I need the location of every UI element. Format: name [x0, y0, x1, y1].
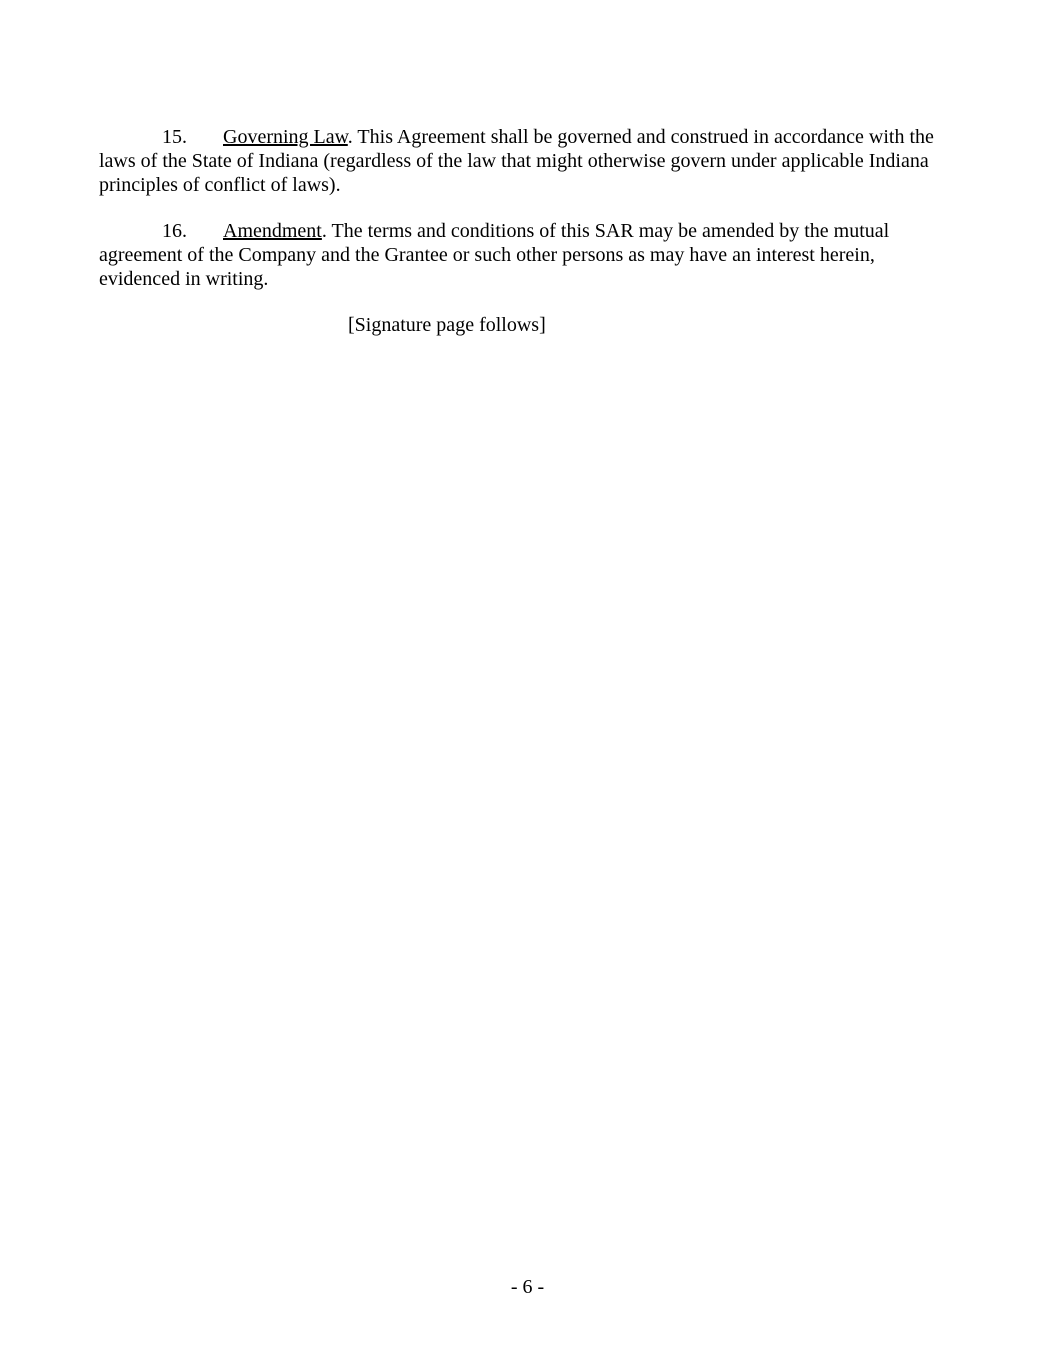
section-heading: Amendment — [223, 220, 322, 242]
section-text: agreement of the Company and the Grantee or such other persons as may have an interest herein, — [99, 244, 875, 266]
section-text: . This Agreement shall be governed and construed in accordance with the — [347, 126, 934, 148]
section-text: principles of conflict of laws). — [99, 174, 341, 196]
section-16-first-line — [99, 219, 979, 243]
section-16-amendment — [99, 219, 979, 291]
section-text: evidenced in writing. — [99, 268, 269, 290]
section-heading: Governing Law — [223, 126, 348, 148]
section-number: 15. — [162, 126, 187, 148]
section-text: . The terms and conditions of this SAR may be amended by the mutual — [321, 220, 890, 242]
section-number: 16. — [162, 220, 187, 242]
section-text: laws of the State of Indiana (regardless of the law that might otherwise govern under applicable Indiana — [99, 150, 929, 172]
page-number: - 6 - — [510, 1276, 545, 1298]
section-15-governing-law — [99, 125, 979, 197]
signature-page-note: [Signature page follows] — [348, 314, 546, 336]
section-15-first-line — [99, 125, 979, 149]
